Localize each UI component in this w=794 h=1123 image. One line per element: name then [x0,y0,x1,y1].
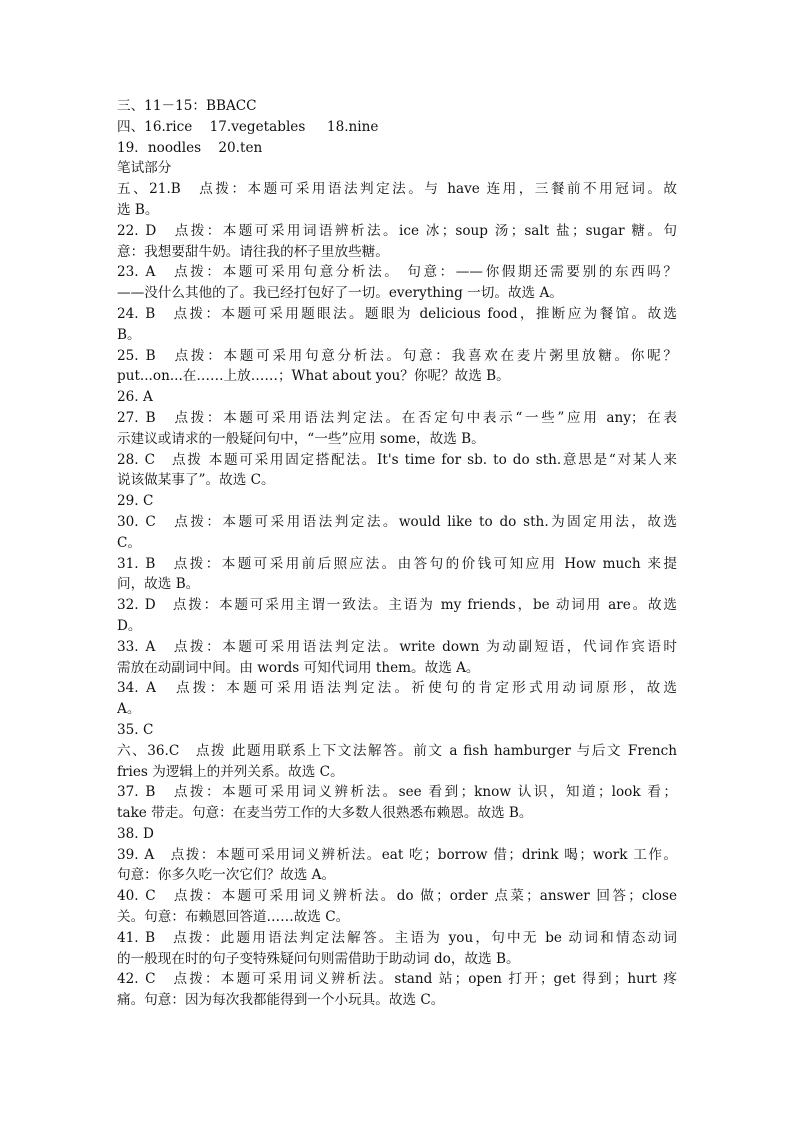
section-4-answers-cont: 19．noodles 20.ten [117,139,263,156]
answer-38: 38. D [117,825,154,842]
answer-31: 31. B 点拨：本题可采用前后照应法。由答句的价钱可知应用 How much 来提 [117,555,677,572]
answer-42: 42. C 点拨：本题可采用词义辨析法。stand 站；open 打开；get 得到；hurt 疼 [117,971,677,988]
answer-30-cont: C。 [117,534,141,551]
answer-37-cont: take 带走。句意：在麦当劳工作的大多数人很熟悉布赖恩。故选 B。 [117,805,533,822]
answer-28: 28. C 点拨 本题可采用固定搭配法。It's time for sb. to do sth.意思是“对某人来 [117,451,677,468]
answer-32-cont: D。 [117,617,142,634]
answer-22-cont: 意：我想要甜牛奶。请往我的杯子里放些糖。 [117,243,389,260]
answer-34-cont: A。 [117,701,141,718]
answer-41: 41. B 点拨：此题用语法判定法解答。主语为 you，句中无 be 动词和情态动词 [117,929,677,946]
answer-23-cont: ——没什么其他的了。我已经打包好了一切。everything 一切。故选 A。 [117,285,563,302]
answer-40: 40. C 点拨：本题可采用词义辨析法。do 做；order 点菜；answer 回答；close [117,888,677,905]
answer-28-cont: 说该做某事了”。故选 C。 [117,472,275,489]
answer-27-cont: 示建议或请求的一般疑问句中，“一些”应用 some，故选 B。 [117,430,485,447]
written-part-heading: 笔试部分 [117,160,172,177]
answer-39-cont: 句意：你多久吃一次它们？故选 A。 [117,867,336,884]
answer-42-cont: 痛。句意：因为每次我都能得到一个小玩具。故选 C。 [117,992,445,1009]
section-4-answers: 四、16.rice 17.vegetables 18.nine [117,118,379,135]
answer-41-cont: 的一般现在时的句子变特殊疑问句则需借助于助动词 do，故选 B。 [117,950,520,967]
answer-27: 27. B 点拨：本题可采用语法判定法。在否定句中表示“一些”应用 any；在表 [117,409,677,426]
answer-22: 22. D 点拨：本题可采用词语辨析法。ice 冰；soup 汤；salt 盐；sugar 糖。句 [117,222,677,239]
answer-21-cont: 选 B。 [117,201,159,218]
answer-33: 33. A 点拨：本题可采用语法判定法。write down 为动副短语，代词作宾语时 [117,638,677,655]
answer-21: 五、21.B 点拨：本题可采用语法判定法。与 have 连用，三餐前不用冠词。故 [117,181,677,198]
answer-23: 23. A 点拨：本题可采用句意分析法。 句意：——你假期还需要别的东西吗？ [117,264,677,281]
answer-25-cont: put...on...在……上放……；What about you？你呢？故选 B。 [117,368,510,385]
answer-29: 29. C [117,493,154,510]
answer-24-cont: B。 [117,326,141,343]
answer-32: 32. D 点拨：本题可采用主谓一致法。主语为 my friends，be 动词用 are。故选 [117,597,677,614]
answer-33-cont: 需放在动副词中间。由 words 可知代词用 them。故选 A。 [117,659,480,676]
answer-39: 39. A 点拨：本题可采用词义辨析法。eat 吃；borrow 借；drink 喝；work 工作。 [117,846,677,863]
answer-31-cont: 问，故选 B。 [117,576,200,593]
answer-25: 25. B 点拨：本题可采用句意分析法。句意：我喜欢在麦片粥里放糖。你呢？ [117,347,677,364]
answer-24: 24. B 点拨：本题可采用题眼法。题眼为 delicious food，推断应为餐馆。故选 [117,305,677,322]
answer-36-cont: fries 为逻辑上的并列关系。故选 C。 [117,763,344,780]
answer-40-cont: 关。句意：布赖恩回答道……故选 C。 [117,909,350,926]
answer-36: 六、36.C 点拨 此题用联系上下文法解答。前文 a fish hamburger 与后文 French [117,742,677,759]
answer-37: 37. B 点拨：本题可采用词义辨析法。see 看到；know 认识，知道；look 看； [117,784,677,801]
answer-35: 35. C [117,721,154,738]
section-3-answers: 三、11－15：BBACC [117,98,257,114]
answer-34: 34. A 点拨：本题可采用语法判定法。祈使句的肯定形式用动词原形，故选 [117,680,677,697]
answer-26: 26. A [117,389,153,406]
answer-key-document [117,96,677,1011]
answer-30: 30. C 点拨：本题可采用语法判定法。would like to do sth.为固定用法，故选 [117,513,677,530]
